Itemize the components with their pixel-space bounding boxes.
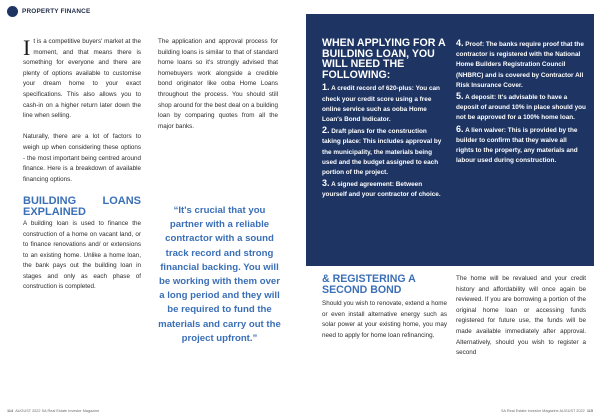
application-paragraph: The application and approval process for building loans is similar to that of standard home loans so it's strongly advised that homebuyers work alongside a credible bond originator like ooba Home Loans throughout the process. You should still shop around for the best deal on a building loan by comparing quotes from all the major banks. [158,38,278,130]
requirement-item [322,82,447,125]
page-number-right: 115 [586,409,593,413]
section-label: PROPERTY FINANCE [22,8,91,15]
revaluation-paragraph: The home will be revalued and your credit history and affordability will once again be reviewed. If you are borrowing a portion of the original home loan or accessing funds registered for future use, the funds will be made available immediately after approval. Alternatively, should you wish to register a second [456,275,586,357]
building-loans-heading: BUILDING LOANS EXPLAINED [23,194,141,218]
requirement-item [322,125,447,178]
intro-paragraph [23,37,141,122]
footer-left-text: AUGUST 2022 SA Real Estate Investor Magazine [15,409,100,413]
column-1 [23,37,141,304]
requirement-item [456,124,586,167]
requirement-item [322,178,447,200]
column-2 [158,37,278,143]
item-number: 1. [322,82,330,93]
item-number: 5. [456,91,464,102]
column-4 [456,274,586,369]
panel-column-2 [456,38,586,166]
footer-right [501,409,593,413]
column-3 [322,299,447,352]
intro-text: t is a competitive buyers' market at the moment, and that means there is something for everyone and there are plenty of options available to customise your dream home to your exact specifications. This also allows you to cash-in on a higher return later down the line when selling. [23,38,141,120]
page-number-left: 114 [7,409,14,413]
item-text: A deposit: It's advisable to have a deposit of around 10% in place should you not be approved for a 100% home loan. [456,94,586,122]
second-bond-heading: & REGISTERING A SECOND BOND [322,273,416,296]
item-text: A lien waiver: This is provided by the builder to confirm that they waive all rights to the property, any materials and labour used during construction. [456,126,578,165]
page-header [7,6,90,17]
drop-cap: I [23,35,31,60]
financing-paragraph: Naturally, there are a lot of factors to weigh up when considering these options - the most important being centred around finance. Here is a breakdown of available financing options. [23,133,141,183]
section-badge-icon [7,6,18,17]
item-number: 4. [456,38,464,48]
item-number: 6. [456,123,464,134]
item-text: Draft plans for the construction taking place: This includes approval by the municipality, the materials being used and the budget assigned to each portion of the project. [322,128,442,176]
panel-column-1 [322,38,447,201]
panel-title: WHEN APPLYING FOR A BUILDING LOAN, YOU WILL NEED THE FOLLOWING: [322,37,446,81]
item-number: 2. [322,125,330,136]
refinancing-paragraph: Should you wish to renovate, extend a home or even install alternative energy such as solar power at your existing home, you may need to apply for home loan refinancing. [322,300,447,339]
item-number: 3. [322,178,330,189]
footer-left [7,409,99,413]
item-text: Proof: The banks require proof that the contractor is registered with the National Home Builders Registration Council (NHBRC) and is covered by Contractor All Risk Insurance Cover. [456,41,584,89]
requirement-item [456,38,586,91]
building-loan-paragraph: A building loan is used to finance the construction of a home on vacant land, or to finance renovations and/ or extensions to an existing home. Unlike a home loan, the bank pays out the building loan in stages and only as each phase of construction is completed. [23,219,141,291]
item-text: A credit record of 620-plus: You can check your credit score using a free online service such as ooba Home Loan's Bond Indicator. [322,85,440,123]
pull-quote: “It's crucial that you partner with a reliable contractor with a sound track record and strong financial backing. You will be working with them over a long period and they will be required to fund the materials and carry out the project upfront.” [158,205,281,344]
footer-right-text: SA Real Estate Investor Magazine AUGUST 2022 [501,409,585,413]
requirement-item [456,91,586,124]
item-text: A signed agreement: Between yourself and your contractor of choice. [322,181,441,199]
